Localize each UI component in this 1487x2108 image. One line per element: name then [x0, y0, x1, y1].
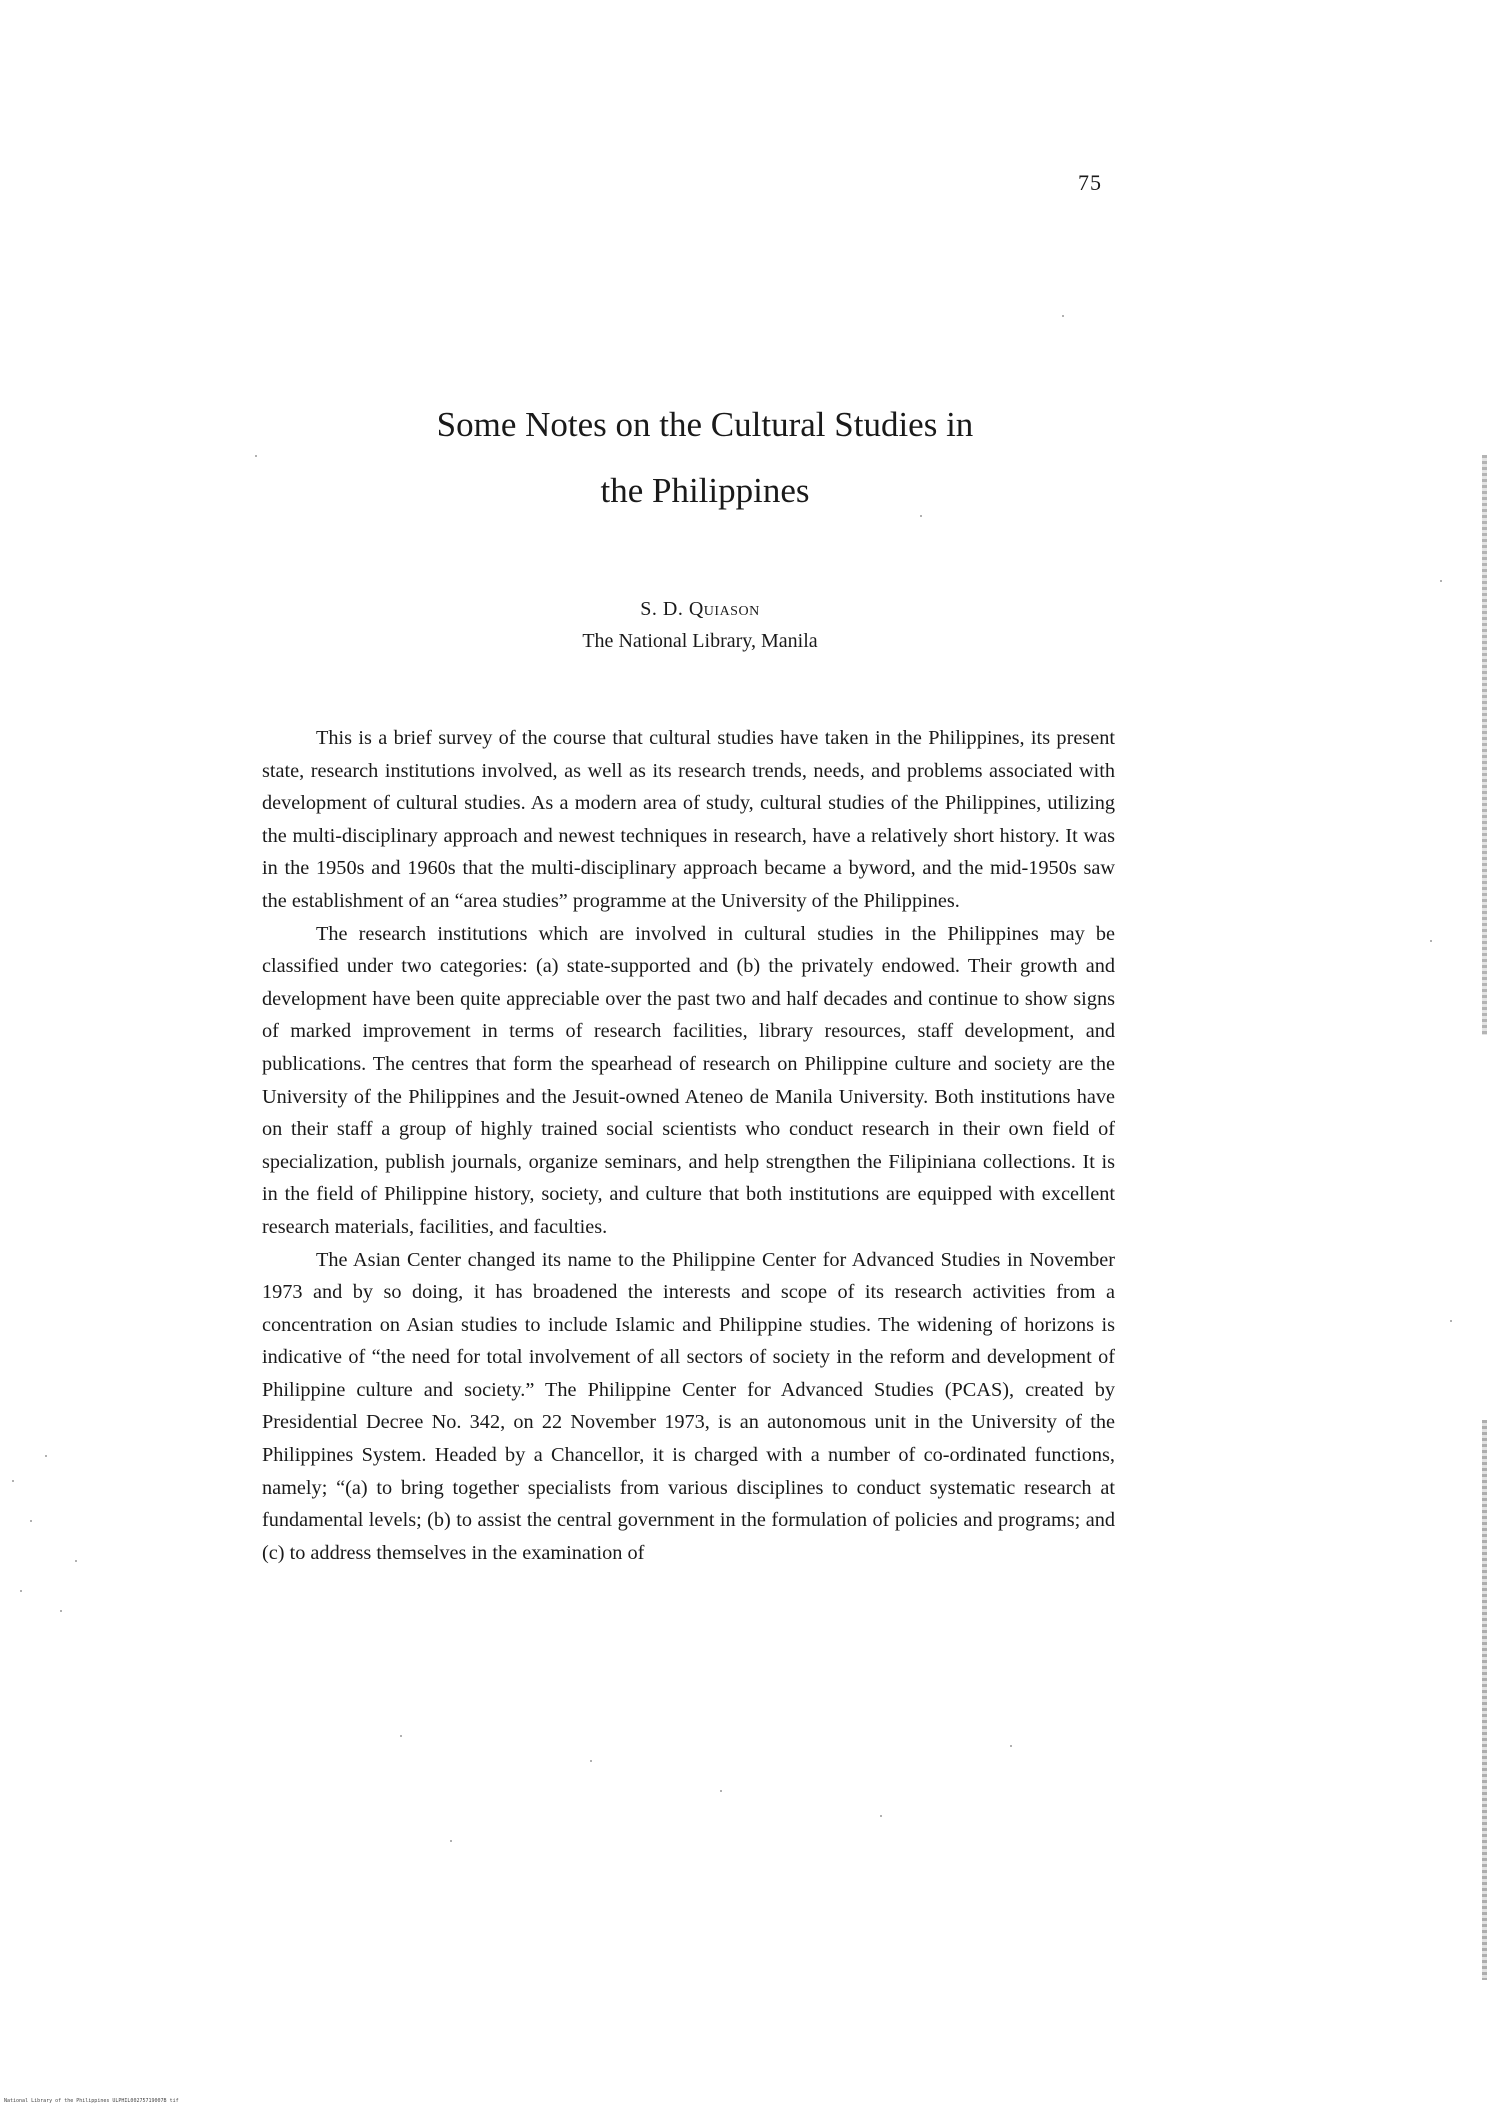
scan-speckle [1450, 1320, 1452, 1322]
scan-speckle [255, 455, 257, 457]
scan-speckle [45, 1455, 47, 1457]
article-body [262, 722, 1115, 1569]
scan-speckle [880, 1815, 882, 1817]
scan-edge-mid [1482, 1420, 1487, 1980]
scan-edge-top [1482, 455, 1487, 1035]
scan-speckle [450, 1840, 452, 1842]
paragraph-2: The research institutions which are involved in cultural studies in the Philippines may be classified under two categories: (a) state-supported and (b) the privately endowed. Their growth and development have been quite appreciable over the past two and half decades and continue to show signs of marked improvement in terms of research facilities, library resources, staff development, and publications. The centres that form the spearhead of research on Philippine culture and society are the University of the Philippines and the Jesuit-owned Ateneo de Manila University. Both institutions have on their staff a group of highly trained social scientists who conduct research in their own field of specialization, publish journals, organize seminars, and help strengthen the Filipiniana collections. It is in the field of Philippine history, society, and culture that both institutions are equipped with excellent research materials, facilities, and faculties. [262, 922, 1115, 1238]
author-initials: S. D. [640, 598, 689, 620]
scan-speckle [400, 1735, 402, 1737]
scan-speckle [60, 1610, 62, 1612]
paragraph-3: The Asian Center changed its name to the Philippine Center for Advanced Studies in November 1973 and by so doing, it has broadened the interests and scope of its research activities from a concentration on Asian studies to include Islamic and Philippine studies. The widening of horizons is indicative of “the need for total involvement of all sectors of society in the reform and development of Philippine culture and society.” The Philippine Center for Advanced Studies (PCAS), created by Presidential Decree No. 342, on 22 November 1973, is an autonomous unit in the University of the Philippines System. Headed by a Chancellor, it is charged with a number of co-ordinated functions, namely; “(a) to bring together specialists from various disciplines to conduct systematic research at fundamental levels; (b) to assist the central government in the formulation of policies and programs; and (c) to address themselves in the examination of [262, 1248, 1115, 1564]
scan-speckle [1010, 1745, 1012, 1747]
scan-speckle [1430, 940, 1432, 942]
title-line-1: Some Notes on the Cultural Studies in [436, 405, 974, 444]
article-title [240, 392, 1170, 524]
scan-speckle [30, 1520, 32, 1522]
author-block [400, 593, 1000, 657]
page-number: 75 [1078, 170, 1102, 195]
archive-footer-stamp: National Library of the Philippines ULPHIL00275719007B tif [4, 2098, 179, 2104]
scan-speckle [12, 1480, 14, 1482]
paragraph-1: This is a brief survey of the course that cultural studies have taken in the Philippines, its present state, research institutions involved, as well as its research trends, needs, and problems associated with development of cultural studies. As a modern area of study, cultural studies of the Philippines, utilizing the multi-disciplinary approach and newest techniques in research, have a relatively short history. It was in the 1950s and 1960s that the multi-disciplinary approach became a byword, and the mid-1950s saw the establishment of an “area studies” programme at the University of the Philippines. [262, 727, 1115, 912]
author-affiliation: The National Library, Manila [582, 630, 818, 652]
scan-speckle [1062, 315, 1064, 317]
title-line-2: the Philippines [600, 471, 810, 510]
scan-speckle [20, 1590, 22, 1592]
author-surname: Quiason [688, 598, 760, 620]
scan-speckle [590, 1760, 592, 1762]
scan-speckle [75, 1560, 77, 1562]
scan-speckle [920, 515, 922, 517]
scan-speckle [1440, 580, 1442, 582]
author-name [400, 593, 1000, 625]
scan-speckle [720, 1790, 722, 1792]
